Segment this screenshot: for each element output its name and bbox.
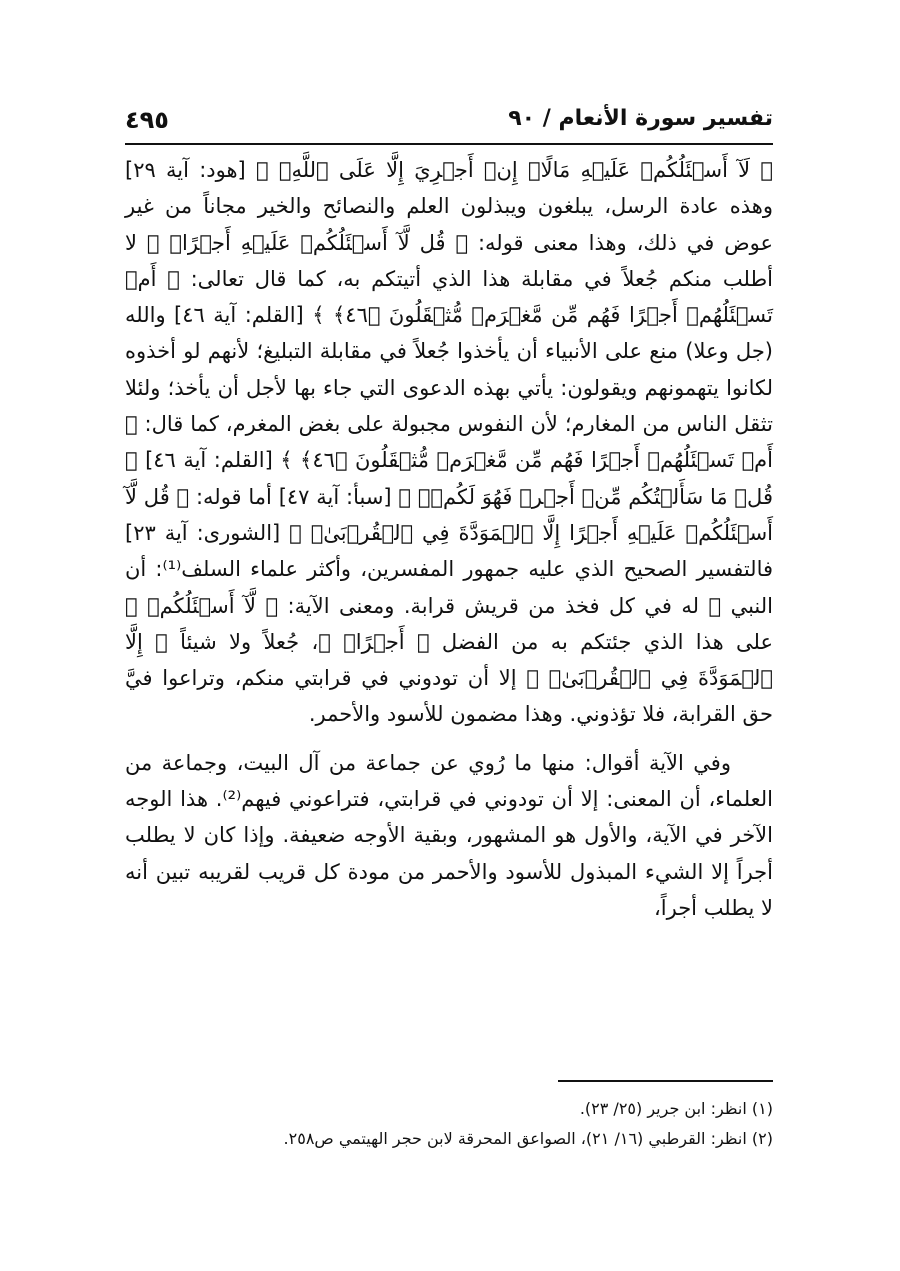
text-line: الأنبياء أن يأخذوا جُعلاً في مقابلة التبليغ؛ لأنهم لو أخذوه لكانوا [125, 339, 773, 400]
text-line: منكم جُعلاً في مقابلة هذا الذي أتيتكم به، كما قال تعالى: ﴿ أَمۡ تَسۡئَلُهُمۡ [125, 266, 774, 328]
text-line: يتهمونهم ويقولون: يأتي بهذه الدعوى التي جاء بها لأجل أن يأخذ؛ [167, 375, 719, 400]
text-line: أَسۡئَلُكُمۡ ﴾ على هذا الذي جئتكم به من الفضل ﴿ أَجۡرًاۖ ﴾، جُعلاً [125, 593, 773, 654]
text-line: الصحيح الذي عليه جمهور المفسرين، وأكثر علماء السلف⁽¹⁾: أن [125, 557, 688, 582]
text-line: ﴿ قُل لَّآ أَسۡئَلُكُمۡ عَلَيۡهِ أَجۡرًا إِلَّا ٱلۡمَوَدَّةَ فِي ٱلۡقُرۡبَىٰۗ ﴾ [الشورى: آية ٢٣] فالتفسير [125, 484, 773, 582]
text-line: وجماعة من العلماء، أن المعنى: إلا أن تودوني في قرابتي، [125, 750, 774, 812]
text-line: ﴿ لَآ أَسۡئَلُكُمۡ عَلَيۡهِ مَالًاۖ إِنۡ أَجۡرِيَ إِلَّا عَلَى ٱللَّهِۚ ﴾ [هود: آية ٢٩] وهذه عادة [125, 158, 773, 219]
text-line: آية ٤٦] ﴿ قُلۡ مَا سَأَلۡتُكُم مِّنۡ أَجۡرٖ فَهُوَ لَكُمۡۖ ﴾ [سبأ: آية ٤٧] أما قوله: [125, 448, 773, 509]
footnote-1: (١) انظر: ابن جرير (٢٥/ ٢٣). [579, 1099, 773, 1118]
header-rule [125, 143, 773, 145]
footnotes [125, 1094, 773, 1154]
text-line: النبي ﷺ له في كل فخذ من قريش قرابة. ومعنى الآية: ﴿ لَّآ [244, 593, 773, 618]
page-number: ٤٩٥ [125, 106, 169, 134]
running-header [125, 104, 773, 138]
main-text [125, 152, 773, 926]
text-line: في ذلك، وهذا معنى قوله: ﴿ قُل لَّآ أَسۡئَلُكُمۡ عَلَيۡهِ أَجۡرًاۖ ﴾ لا أطلب [125, 230, 773, 291]
text-line: فيَّ حق القرابة، فلا تؤذوني. وهذا مضمون للأسود والأحمر. [125, 666, 773, 727]
text-line: وبقية الأوجه ضعيفة. وإذا كان لا يطلب أجراً إلا الشيء المبذول [125, 823, 773, 884]
paragraph-2 [125, 745, 773, 926]
text-line: المغرم، كما قال: ﴿ أَمۡ تَسۡئَلُهُمۡ أَجۡرًا فَهُم مِّن مَّغۡرَمٖ مُّثۡقَلُونَ ﴿٤٦﴾ ﴾ [القلم: [125, 412, 774, 473]
footnote-separator [558, 1080, 773, 1082]
text-line: أَجۡرًا فَهُم مِّن مَّغۡرَمٖ مُّثۡقَلُونَ ﴿٤٦﴾ ﴾ [القلم: آية ٤٦] والله (جل وعلا) منع على [125, 303, 773, 364]
text-line: ولئلا تثقل الناس من المغارم؛ لأن النفوس مجبولة على بغض [125, 375, 773, 437]
text-line: الرسل، يبلغون ويبذلون العلم والنصائح والخير مجاناً من غير عوض [125, 194, 773, 255]
paragraph-1 [125, 152, 773, 733]
text-line: فتراعوني فيهم⁽²⁾. هذا الوجه الآخر في الآية، والأول هو المشهور، [125, 787, 773, 848]
text-line: للأسود والأحمر من مودة كل قريب لقريبه تبين أنه لا يطلب أجراً، [125, 859, 773, 920]
text-line: وفي الآية أقوال: منها ما رُوي عن جماعة من آل البيت، [236, 750, 731, 775]
text-line: ولا شيئاً ﴿ إِلَّا ٱلۡمَوَدَّةَ فِي ٱلۡقُرۡبَىٰۗ ﴾ إلا أن تودوني في قرابتي منكم، وتراعوا [125, 629, 773, 691]
running-title: تفسير سورة الأنعام / ٩٠ [508, 106, 773, 131]
footnote-2: (٢) انظر: القرطبي (١٦/ ٢١)، الصواعق المحرقة لابن حجر الهيتمي ص٢٥٨. [283, 1129, 773, 1148]
